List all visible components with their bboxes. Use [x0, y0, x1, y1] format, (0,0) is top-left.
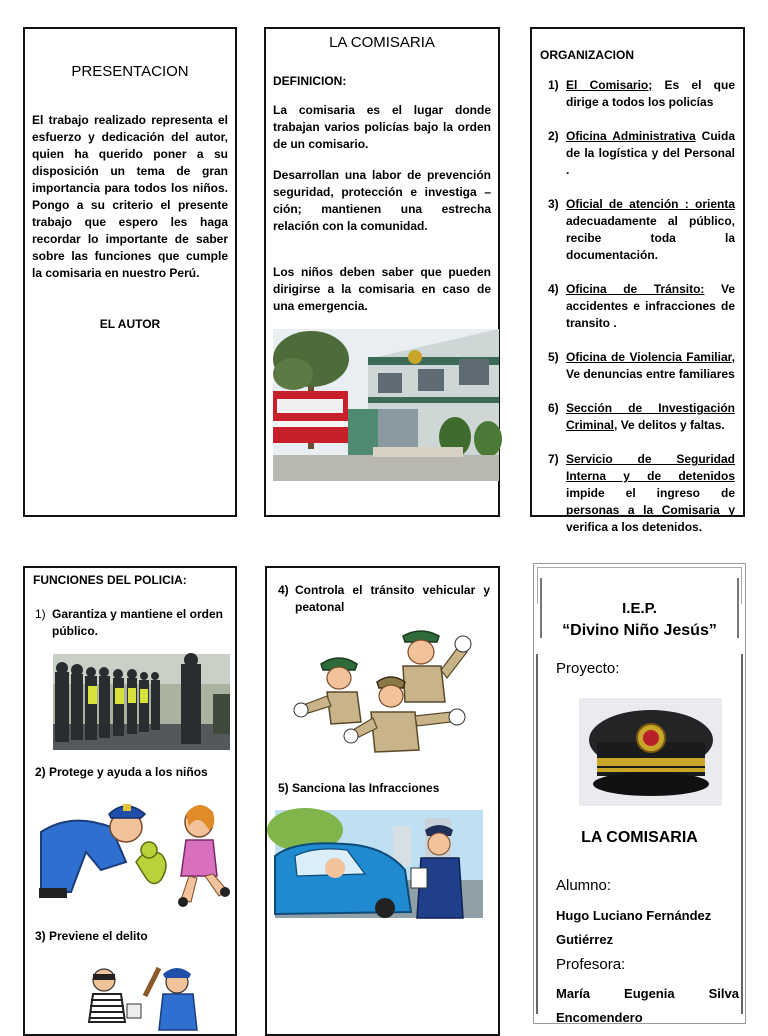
funcion-5: 5) Sanciona las Infracciones	[278, 781, 440, 795]
proyecto-label: Proyecto:	[556, 660, 620, 677]
thief-cartoon	[59, 960, 219, 1030]
traffic-ticket-cartoon	[275, 810, 483, 918]
org-item: 7) Servicio de Seguridad Interna y de detenidos impide el ingreso de personas a la Comisaria y verifica a los detenidos.	[548, 452, 735, 534]
org-item: 6) Sección de Investigación Criminal, Ve delitos y faltas.	[548, 401, 735, 432]
traffic-police-cartoon	[291, 626, 481, 766]
alumno-name: Hugo Luciano Fernández Gutiérrez	[556, 908, 712, 947]
police-cap-photo	[579, 698, 722, 806]
funciones-title: FUNCIONES DEL POLICIA:	[33, 573, 187, 587]
organizacion-panel	[530, 27, 745, 534]
organizacion-title: ORGANIZACION	[540, 48, 634, 62]
definicion-p1: La comisaria es el lugar donde trabajan varios policías bajo la orden de un comisario.	[273, 103, 491, 151]
org-item: 4) Oficina de Tránsito: Ve accidentes e infracciones de transito .	[548, 282, 735, 330]
profesora-name: María Eugenia Silva Encomendero	[556, 986, 739, 1025]
presentacion-panel	[23, 27, 237, 517]
organizacion-list	[548, 77, 735, 536]
comisaria-panel	[264, 27, 500, 517]
definicion-p3: Los niños deben saber que pueden dirigirse a la comisaria en caso de una emergencia.	[273, 265, 491, 313]
presentacion-signature: EL AUTOR	[99, 317, 161, 331]
frame-decoration	[537, 567, 742, 604]
definicion-p2: Desarrollan una labor de prevención seguridad, protección e investiga – ción; mantienen una estrecha relación con la comunidad.	[273, 168, 491, 233]
comisaria-building-photo	[273, 329, 499, 481]
org-item: 5) Oficina de Violencia Familiar, Ve denuncias entre familiares	[548, 350, 735, 381]
profesora-label: Profesora:	[556, 956, 626, 973]
presentacion-body: El trabajo realizado representa el esfuerzo y dedicación del autor, quien ha querido poner a su disposición un tema de gran importancia para todos los niños. Pongo a su criterio el presente trabajo que espero les haga recordar lo importante de saber sobre las funciones que cumple la comisaria en nuestro Perú.	[32, 113, 228, 280]
funcion-4: 4) Controla el tránsito vehicular y peatonal	[278, 583, 490, 614]
funciones-panel	[23, 566, 237, 1036]
police-cartoon-kids	[31, 792, 236, 912]
org-item: 2) Oficina Administrativa Cuida de la logística y del Personal .	[548, 129, 735, 177]
funciones2-panel	[265, 566, 500, 1036]
definicion-label: DEFINICION:	[273, 74, 347, 88]
funcion-2: 2) Protege y ayuda a los niños	[35, 765, 208, 779]
alumno-label: Alumno:	[556, 877, 612, 894]
portada-title: LA COMISARIA	[581, 829, 698, 846]
presentacion-title: PRESENTACION	[71, 63, 189, 80]
school-name: “Divino Niño Jesús”	[562, 622, 717, 639]
police-formation-photo	[53, 654, 230, 750]
funcion-3: 3) Previene el delito	[35, 929, 148, 943]
org-item: 1) El Comisario; Es el que dirige a todos los policías	[548, 78, 735, 109]
funcion-1: 1) Garantiza y mantiene el orden público.	[35, 607, 223, 638]
org-item: 3) Oficial de atención : orienta adecuadamente al público, recibe toda la documentación.	[548, 197, 735, 262]
school-abbr: I.E.P.	[622, 600, 657, 617]
comisaria-title: LA COMISARIA	[329, 34, 435, 51]
portada-frame	[533, 563, 746, 1024]
